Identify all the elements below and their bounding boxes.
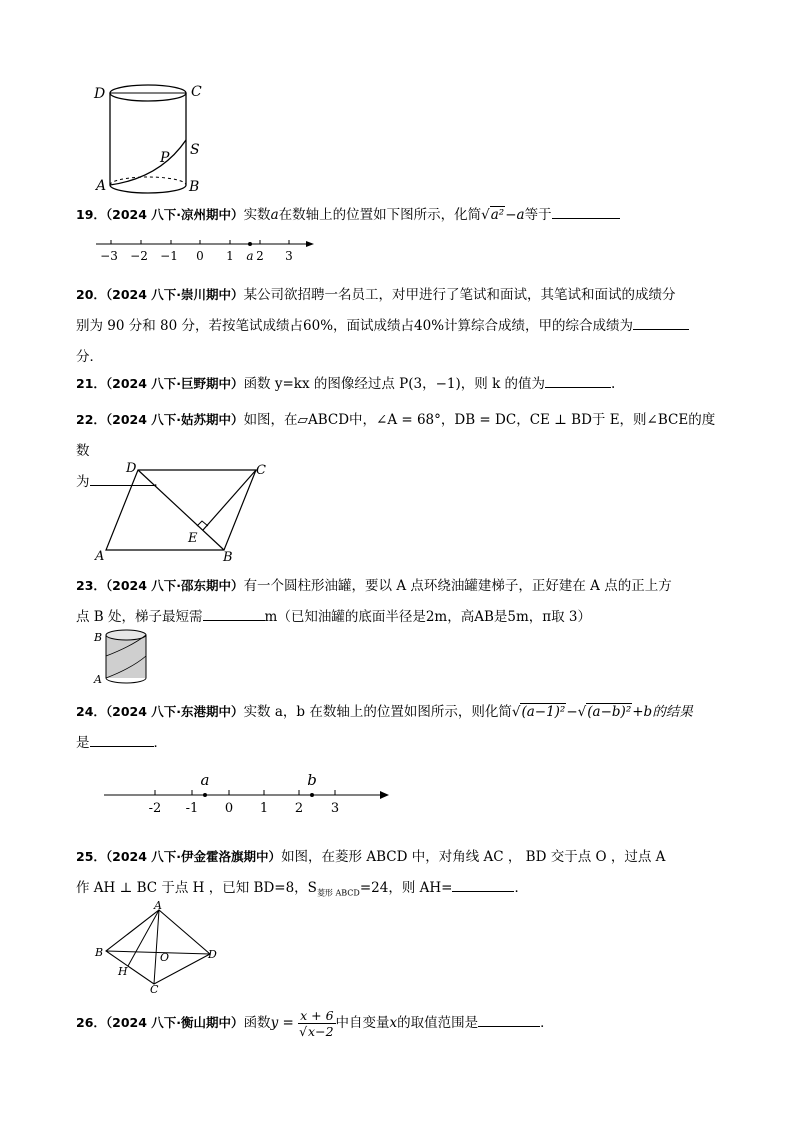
svg-text:-2: -2: [148, 801, 162, 816]
label-c: C: [191, 84, 202, 100]
svg-text:B: B: [223, 550, 233, 564]
parallelogram-figure: [92, 460, 272, 564]
svg-text:3: 3: [330, 801, 340, 816]
svg-text:C: C: [150, 983, 159, 996]
svg-text:A: A: [95, 549, 105, 564]
svg-text:C: C: [256, 463, 266, 478]
svg-text:B: B: [95, 946, 104, 959]
svg-text:-1: -1: [185, 801, 199, 816]
cylinder-figure: [90, 78, 220, 200]
svg-text:−3: −3: [100, 249, 118, 263]
svg-text:D: D: [126, 461, 137, 476]
question-24: 24．（2024 八下·东港期中）实数 a，b 在数轴上的位置如图所示，则化简√(a−1)²−√(a−b)²+b的结果 是 ．: [76, 704, 693, 751]
label-b: B: [189, 179, 200, 195]
svg-text:1: 1: [226, 249, 234, 263]
svg-text:a: a: [246, 249, 254, 263]
question-22: 22．（2024 八下·姑苏期中）如图，在▱ABCD中，∠A = 68°，DB = DC，CE ⊥ BD于 E，则∠BCE的度数 为 ．: [76, 412, 716, 490]
svg-text:−2: −2: [130, 249, 148, 263]
svg-text:B: B: [94, 631, 103, 644]
svg-text:H: H: [118, 965, 128, 978]
svg-text:−1: −1: [160, 249, 178, 263]
svg-text:0: 0: [196, 249, 204, 263]
svg-text:D: D: [208, 948, 217, 961]
oil-tank-figure: [92, 628, 152, 686]
svg-text:3: 3: [285, 249, 293, 263]
svg-text:0: 0: [224, 801, 234, 816]
label-p: P: [160, 150, 170, 166]
svg-text:E: E: [188, 531, 198, 546]
rhombus-figure: [92, 900, 226, 996]
svg-text:1: 1: [259, 801, 269, 816]
question-20: 20．（2024 八下·崇川期中）某公司欲招聘一名员工，对甲进行了笔试和面试，其笔试和面试的成绩分 别为 90 分和 80 分，若按笔试成绩占60%，面试成绩占40%计算综合成绩，甲的综合成绩为 分．: [76, 279, 726, 373]
svg-text:2: 2: [294, 801, 304, 816]
svg-text:O: O: [160, 951, 170, 964]
question-25: 25．（2024 八下·伊金霍洛旗期中）如图，在菱形 ABCD 中，对角线 AC ， BD 交于点 O ，过点 A 作 AH ⊥ BC 于点 H ，已知 BD=8，$S_{菱形 ABCD}=24$，则 AH= ．: [76, 849, 666, 898]
svg-text:A: A: [94, 673, 102, 686]
svg-text:A: A: [154, 900, 162, 912]
number-line-24: [100, 770, 395, 818]
label-a: A: [96, 178, 107, 194]
svg-text:2: 2: [256, 249, 264, 263]
svg-text:b: b: [307, 771, 317, 789]
question-23: 23．（2024 八下·邵东期中）有一个圆柱形油罐，要以 A 点环绕油罐建梯子，正好建在 A 点的正上方 点 B 处，梯子最短需 m（已知油罐的底面半径是2m，高AB是5m，π取 3）: [76, 578, 672, 625]
number-line-19: [92, 234, 322, 266]
label-d: D: [94, 86, 106, 102]
question-21: 21．（2024 八下·巨野期中）函数 y=kx 的图像经过点 P(3，−1)，则 k 的值为 .: [76, 373, 726, 395]
question-19: 19．（2024 八下·凉州期中）实数a在数轴上的位置如下图所示，化简√a²−a等于: [76, 204, 726, 226]
label-s: S: [190, 142, 200, 158]
question-26: 26．（2024 八下·衡山期中）函数y = $\frac{x + 6}{√x-2}$ 中自变量x的取值范围是 ．: [76, 1008, 554, 1039]
svg-text:a: a: [200, 771, 210, 789]
